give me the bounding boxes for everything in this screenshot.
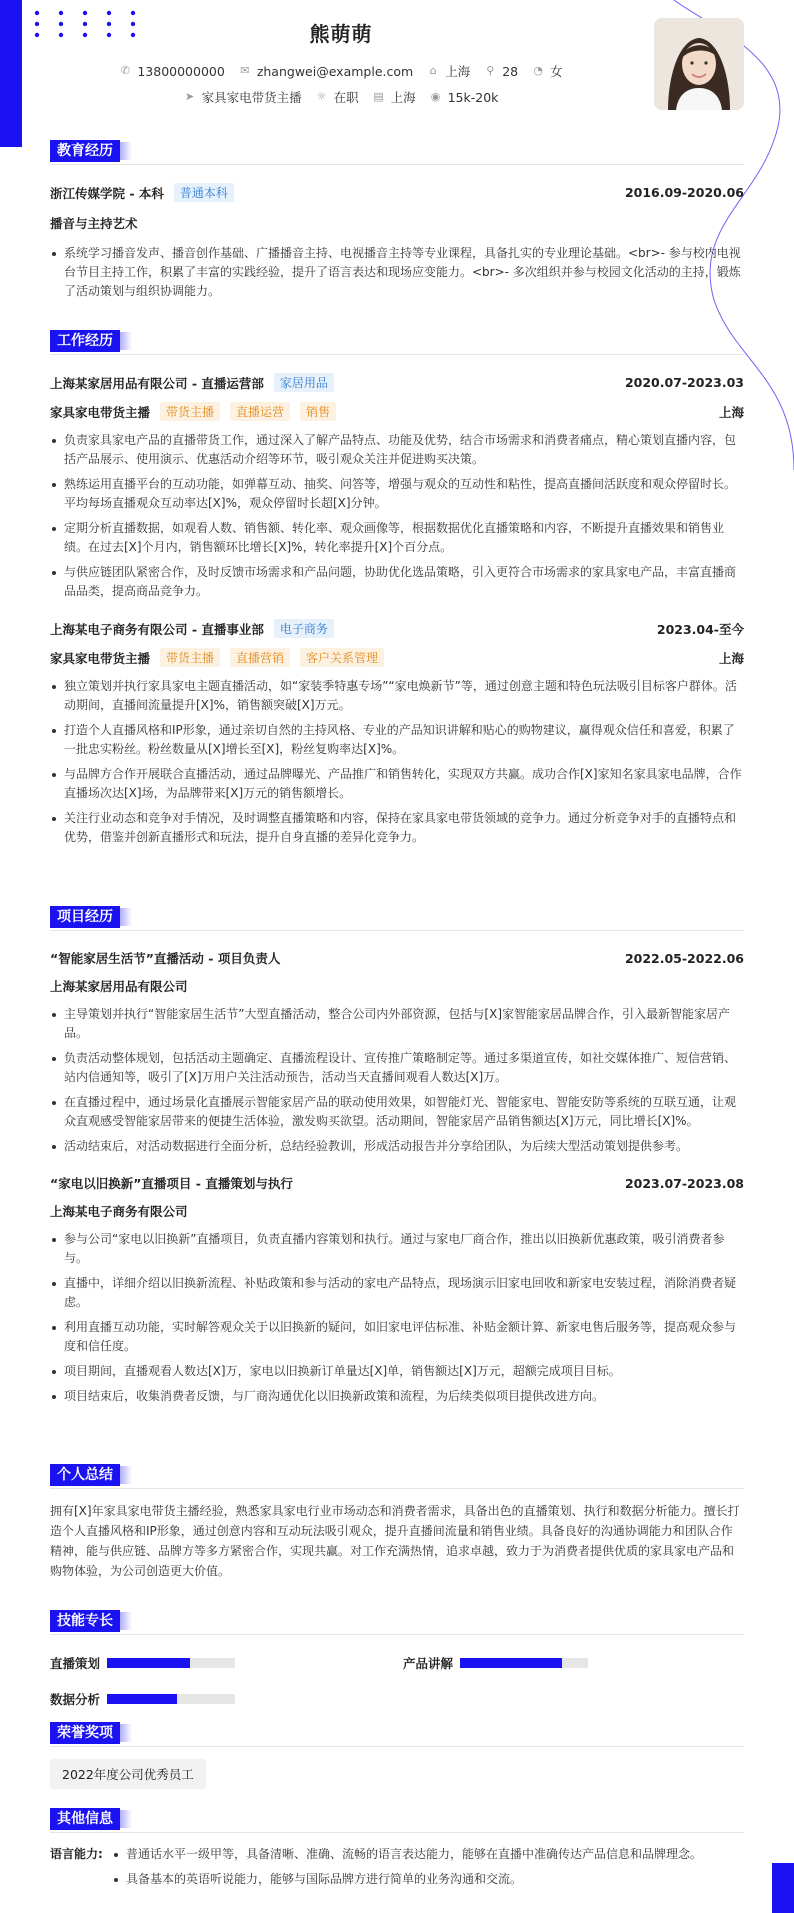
gender-icon: ◔ bbox=[533, 64, 543, 77]
position-text: 家具家电带货主播 bbox=[201, 90, 302, 105]
work-role-1 bbox=[50, 402, 744, 421]
project-date: 2023.07-2023.08 bbox=[624, 1175, 744, 1191]
section-title: 工作经历 bbox=[50, 330, 120, 352]
list-item: 普通话水平一级甲等，具备清晰、准确、流畅的语言表达能力，能够在直播中准确传达产品信息和品牌理念。 bbox=[112, 1845, 702, 1864]
list-item: 在直播过程中，通过场景化直播展示智能家居产品的联动使用效果，如智能灯光、智能家电、智能安防等系统的互联互通，让观众直观感受智能家居带来的便捷生活体验，激发购买欲望。活动期间，智能家居产品销售额达[X]万元，同比增长[X]%。 bbox=[50, 1093, 744, 1131]
skills-section-header bbox=[50, 1610, 744, 1635]
major-name: 播音与主持艺术 bbox=[50, 216, 138, 231]
summary-section bbox=[50, 1464, 744, 1581]
project-name: “智能家居生活节”直播活动 - 项目负责人 bbox=[50, 951, 281, 966]
education-entry bbox=[50, 183, 744, 202]
candidate-name: 熊萌萌 bbox=[309, 22, 373, 46]
degree-tag: 普通本科 bbox=[174, 183, 234, 202]
skill-name: 产品讲解 bbox=[403, 1656, 454, 1671]
coin-icon: ◉ bbox=[430, 90, 441, 103]
other-section bbox=[50, 1808, 744, 1895]
building-icon: ▤ bbox=[373, 90, 384, 103]
skill-bar bbox=[460, 1658, 588, 1668]
avatar bbox=[654, 18, 744, 110]
work-date: 2023.04-至今 bbox=[656, 621, 744, 637]
summary-text: 拥有[X]年家具家电带货主播经验，熟悉家具家电行业市场动态和消费者需求，具备出色的直播策划、执行和数据分析能力。擅长打造个人直播风格和IP形象，通过创意内容和互动玩法吸引观众，提升直播间流量和销售业绩。具备良好的沟通协调能力和团队合作精神，能与供应链、品牌方等多方紧密合作，实现共赢。对工作充满热情，追求卓越，致力于为消费者提供优质的家具家电产品和购物体验，为公司创造更大价值。 bbox=[50, 1504, 740, 1578]
role-name: 家具家电带货主播 bbox=[50, 650, 151, 666]
work-role-2 bbox=[50, 648, 744, 667]
resume-header bbox=[0, 0, 794, 140]
skill-tag: 带货主播 bbox=[160, 648, 220, 667]
section-title: 个人总结 bbox=[50, 1464, 120, 1486]
skill-tag: 销售 bbox=[300, 402, 336, 421]
skill-name: 直播策划 bbox=[50, 1656, 101, 1671]
work-section-header bbox=[50, 330, 744, 355]
industry-tag: 电子商务 bbox=[274, 619, 334, 638]
age-text: 28 bbox=[502, 63, 519, 79]
gear-icon: ☼ bbox=[316, 90, 327, 103]
education-date: 2016.09-2020.06 bbox=[624, 185, 744, 200]
skill-bar-fill bbox=[107, 1658, 190, 1668]
skill-item bbox=[50, 1654, 235, 1672]
send-icon: ➤ bbox=[184, 90, 195, 103]
list-item: 项目结束后，收集消费者反馈，与厂商沟通优化以旧换新政策和流程，为后续类似项目提供改进方向。 bbox=[50, 1387, 744, 1406]
education-section bbox=[50, 140, 744, 307]
salary-info bbox=[430, 90, 499, 105]
education-section-header bbox=[50, 140, 744, 165]
work-entry-1 bbox=[50, 373, 744, 392]
project-name: “家电以旧换新”直播项目 - 直播策划与执行 bbox=[50, 1176, 293, 1191]
skill-tag: 带货主播 bbox=[160, 402, 220, 421]
honors-section-header bbox=[50, 1722, 744, 1747]
project-org: 上海某电子商务有限公司 bbox=[50, 1204, 188, 1219]
list-item: 负责活动整体规划，包括活动主题确定、直播流程设计、宣传推广策略制定等。通过多渠道宣传，如社交媒体推广、短信营销、站内信通知等，吸引了[X]万用户关注活动预告，活动当天直播间观看人数达[X]万。 bbox=[50, 1049, 744, 1087]
salary-text: 15k-20k bbox=[447, 89, 499, 105]
gender-text: 女 bbox=[550, 64, 563, 79]
skill-bar-fill bbox=[107, 1694, 177, 1704]
skills-section bbox=[50, 1610, 744, 1720]
section-title: 技能专长 bbox=[50, 1610, 120, 1632]
language-list bbox=[112, 1845, 702, 1895]
list-item: 利用直播互动功能，实时解答观众关于以旧换新的疑问，如旧家电评估标准、补贴金额计算、新家电售后服务等，提高观众参与度和信任度。 bbox=[50, 1318, 744, 1356]
company-name: 上海某家居用品有限公司 - 直播运营部 bbox=[50, 375, 264, 391]
status-info bbox=[316, 88, 359, 106]
city-info bbox=[427, 62, 470, 80]
list-item: 独立策划并执行家具家电主题直播活动，如“家装季特惠专场”“家电焕新节”等，通过创意主题和特色玩法吸引目标客户群体。活动期间，直播间流量提升[X]%，销售额突破[X]万元。 bbox=[50, 677, 744, 715]
job-intent-row bbox=[0, 88, 682, 106]
skill-bar bbox=[107, 1694, 235, 1704]
work-section bbox=[50, 330, 744, 853]
school-name: 浙江传媒学院 - 本科 bbox=[50, 185, 164, 201]
status-text: 在职 bbox=[333, 90, 359, 105]
list-item: 具备基本的英语听说能力，能够与国际品牌方进行简单的业务沟通和交流。 bbox=[112, 1870, 702, 1889]
gender-info bbox=[532, 62, 563, 80]
section-title: 荣誉奖项 bbox=[50, 1722, 120, 1744]
list-item: 熟练运用直播平台的互动功能，如弹幕互动、抽奖、问答等，增强与观众的互动性和粘性，提高直播间活跃度和观众停留时长。平均每场直播观众互动率达[X]%，观众停留时长超[X]分钟。 bbox=[50, 475, 744, 513]
position-info bbox=[184, 88, 302, 106]
list-item: 与品牌方合作开展联合直播活动，通过品牌曝光、产品推广和销售转化，实现双方共赢。成功合作[X]家知名家具家电品牌，合作直播场次达[X]场，为品牌带来[X]万元的销售额增长。 bbox=[50, 765, 744, 803]
skill-bar-fill bbox=[460, 1658, 562, 1668]
industry-tag: 家居用品 bbox=[274, 373, 334, 392]
projects-section bbox=[50, 906, 744, 1412]
project-org: 上海某家居用品有限公司 bbox=[50, 979, 188, 994]
list-item: 关注行业动态和竞争对手情况，及时调整直播策略和内容，保持在家具家电带货领域的竞争力。通过分析竞争对手的直播特点和优势，借鉴并创新直播形式和玩法，提升自身直播的差异化竞争力。 bbox=[50, 809, 744, 847]
list-item: 系统学习播音发声、播音创作基础、广播播音主持、电视播音主持等专业课程，具备扎实的专业理论基础。<br>- 参与校内电视台节目主持工作，积累了丰富的实践经验，提升了语言表达和现场应变能力。<br>- 多次组织并参与校园文化活动的主持，锻炼了活动策划与组织协调能力。 bbox=[50, 244, 744, 301]
work-bullets-1 bbox=[50, 431, 744, 601]
list-item: 主导策划并执行“智能家居生活节”大型直播活动，整合公司内外部资源，包括与[X]家智能家居品牌合作，引入最新智能家居产品。 bbox=[50, 1005, 744, 1043]
honors-section bbox=[50, 1722, 744, 1789]
skill-tag: 客户关系管理 bbox=[300, 648, 384, 667]
skill-bar bbox=[107, 1658, 235, 1668]
email-icon: ✉ bbox=[240, 64, 250, 77]
project-date: 2022.05-2022.06 bbox=[624, 950, 744, 966]
work-city: 上海 bbox=[718, 404, 744, 420]
section-title: 教育经历 bbox=[50, 140, 120, 162]
work-date: 2020.07-2023.03 bbox=[624, 375, 744, 390]
section-title: 项目经历 bbox=[50, 906, 120, 928]
target-city-text: 上海 bbox=[390, 90, 416, 105]
email-text: zhangwei@example.com bbox=[256, 63, 414, 79]
skill-tag: 直播营销 bbox=[230, 648, 290, 667]
project-entry-2 bbox=[50, 1174, 744, 1192]
other-section-header bbox=[50, 1808, 744, 1833]
skill-item bbox=[403, 1654, 588, 1672]
education-bullets bbox=[50, 244, 744, 301]
list-item: 定期分析直播数据，如观看人数、销售额、转化率、观众画像等，根据数据优化直播策略和内容，不断提升直播效果和销售业绩。在过去[X]个月内，销售额环比增长[X]%，转化率提升[X]个百分点。 bbox=[50, 519, 744, 557]
summary-section-header bbox=[50, 1464, 744, 1489]
list-item: 与供应链团队紧密合作，及时反馈市场需求和产品问题，协助优化选品策略，引入更符合市场需求的家具家电产品，丰富直播商品品类，提高商品竞争力。 bbox=[50, 563, 744, 601]
project-entry-1 bbox=[50, 949, 744, 967]
corner-decoration-right bbox=[772, 1863, 794, 1913]
phone-icon: ✆ bbox=[120, 64, 130, 77]
list-item: 参与公司“家电以旧换新”直播项目，负责直播内容策划和执行。通过与家电厂商合作，推出以旧换新优惠政策，吸引消费者参与。 bbox=[50, 1230, 744, 1268]
list-item: 打造个人直播风格和IP形象，通过亲切自然的主持风格、专业的产品知识讲解和贴心的购物建议，赢得观众信任和喜爱，积累了一批忠实粉丝。粉丝数量从[X]增长至[X]，粉丝复购率达[X]%。 bbox=[50, 721, 744, 759]
email-info bbox=[239, 64, 413, 79]
list-item: 项目期间，直播观看人数达[X]万，家电以旧换新订单量达[X]单，销售额达[X]万元，超额完成项目目标。 bbox=[50, 1362, 744, 1381]
skill-tag: 直播运营 bbox=[230, 402, 290, 421]
target-city-info bbox=[373, 88, 416, 106]
list-item: 活动结束后，对活动数据进行全面分析，总结经验教训，形成活动报告并分享给团队，为后续大型活动策划提供参考。 bbox=[50, 1137, 744, 1156]
section-title: 其他信息 bbox=[50, 1808, 120, 1830]
skill-name: 数据分析 bbox=[50, 1692, 101, 1707]
age-info bbox=[484, 64, 518, 79]
city-text: 上海 bbox=[445, 64, 471, 79]
home-icon: ⌂ bbox=[429, 64, 437, 77]
phone-text: 13800000000 bbox=[137, 63, 225, 79]
company-name: 上海某电子商务有限公司 - 直播事业部 bbox=[50, 621, 264, 637]
avatar-portrait bbox=[654, 18, 744, 110]
project-bullets-2 bbox=[50, 1230, 744, 1406]
role-name: 家具家电带货主播 bbox=[50, 404, 151, 420]
honor-item: 2022年度公司优秀员工 bbox=[50, 1759, 206, 1789]
contact-row bbox=[0, 62, 682, 80]
projects-section-header bbox=[50, 906, 744, 931]
language-label: 语言能力: bbox=[50, 1847, 103, 1861]
phone-info bbox=[119, 64, 224, 79]
work-city: 上海 bbox=[718, 650, 744, 666]
list-item: 直播中，详细介绍以旧换新流程、补贴政策和参与活动的家电产品特点，现场演示旧家电回收和新家电安装过程，消除消费者疑虑。 bbox=[50, 1274, 744, 1312]
skill-item bbox=[50, 1690, 235, 1708]
list-item: 负责家具家电产品的直播带货工作，通过深入了解产品特点、功能及优势，结合市场需求和消费者痛点，精心策划直播内容，包括产品展示、使用演示、优惠活动介绍等环节，吸引观众关注并促进购买决策。 bbox=[50, 431, 744, 469]
work-bullets-2 bbox=[50, 677, 744, 847]
cake-icon: ⚲ bbox=[486, 64, 495, 77]
language-row bbox=[50, 1845, 744, 1895]
project-bullets-1 bbox=[50, 1005, 744, 1156]
work-entry-2 bbox=[50, 619, 744, 638]
